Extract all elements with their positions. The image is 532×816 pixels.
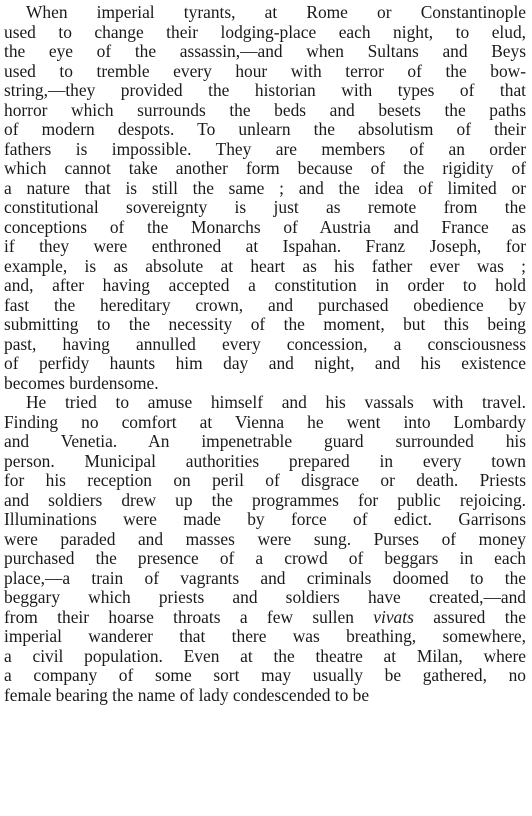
- italic-word: vivats: [373, 606, 414, 627]
- text-line: imperial wanderer that there was breathing, somewhere,: [4, 626, 526, 646]
- text-line: from their hoarse throats a few sullen vivats assured the: [4, 606, 526, 627]
- text-line: for his reception on peril of disgrace or death. Priests: [4, 470, 526, 490]
- text-line: were paraded and masses were sung. Purses of money: [4, 528, 526, 549]
- text-line: fast the hereditary crown, and purchased obedience by: [4, 294, 526, 315]
- text-line: beggary which priests and soldiers have created,—and: [4, 587, 526, 607]
- text-line: example, is as absolute at heart as his father ever was ;: [4, 255, 526, 276]
- text-line: Illuminations were made by force of edict. Garrisons: [4, 509, 526, 529]
- text-line: becomes burdensome.: [4, 372, 159, 393]
- text-line: and, after having accepted a constitution in order to hold: [4, 275, 526, 295]
- text-line: if they were enthroned at Ispahan. Franz Joseph, for: [4, 236, 526, 256]
- text-line: used to change their lodging-place each night, to elud,: [4, 21, 526, 42]
- paragraph-2: [4, 393, 526, 705]
- text-line: of modern despots. To unlearn the absolutism of their: [4, 119, 526, 139]
- paragraph-1: [4, 3, 526, 393]
- text-line: When imperial tyrants, at Rome or Constantinople: [26, 2, 526, 22]
- text-line: a company of some sort may usually be gathered, no: [4, 665, 526, 685]
- text-line: the eye of the assassin,—and when Sultans and Beys: [4, 41, 526, 61]
- text-line: of perfidy haunts him day and night, and his existence: [4, 353, 526, 373]
- text-line: which cannot take another form because of the rigidity of: [4, 158, 526, 178]
- text-line: submitting to the necessity of the moment, but this being: [4, 314, 526, 334]
- text-line: female bearing the name of lady condescended to be: [4, 684, 370, 705]
- text-line: string,—they provided the historian with types of that: [4, 80, 526, 100]
- text-line: used to tremble every hour with terror of the bow-: [4, 60, 526, 81]
- text-line: He tried to amuse himself and his vassals with travel.: [26, 392, 526, 412]
- text-line: a nature that is still the same ; and the idea of limited or: [4, 177, 526, 198]
- text-line: and soldiers drew up the programmes for public rejoicing.: [4, 489, 526, 510]
- text-line: past, having annulled every concession, a consciousness: [4, 333, 526, 354]
- text-line: fathers is impossible. They are members of an order: [4, 138, 526, 159]
- text-line: place,—a train of vagrants and criminals doomed to the: [4, 567, 526, 588]
- text-line: conceptions of the Monarchs of Austria and France as: [4, 216, 526, 237]
- text-line: a civil population. Even at the theatre at Milan, where: [4, 645, 526, 666]
- text-line: and Venetia. An impenetrable guard surrounded his: [4, 431, 526, 451]
- text-line: purchased the presence of a crowd of beggars in each: [4, 548, 526, 568]
- text-line: constitutional sovereignty is just as remote from the: [4, 197, 526, 217]
- text-line: horror which surrounds the beds and besets the paths: [4, 99, 526, 120]
- text-line: person. Municipal authorities prepared in every town: [4, 450, 526, 471]
- text-line: Finding no comfort at Vienna he went into Lombardy: [4, 411, 526, 432]
